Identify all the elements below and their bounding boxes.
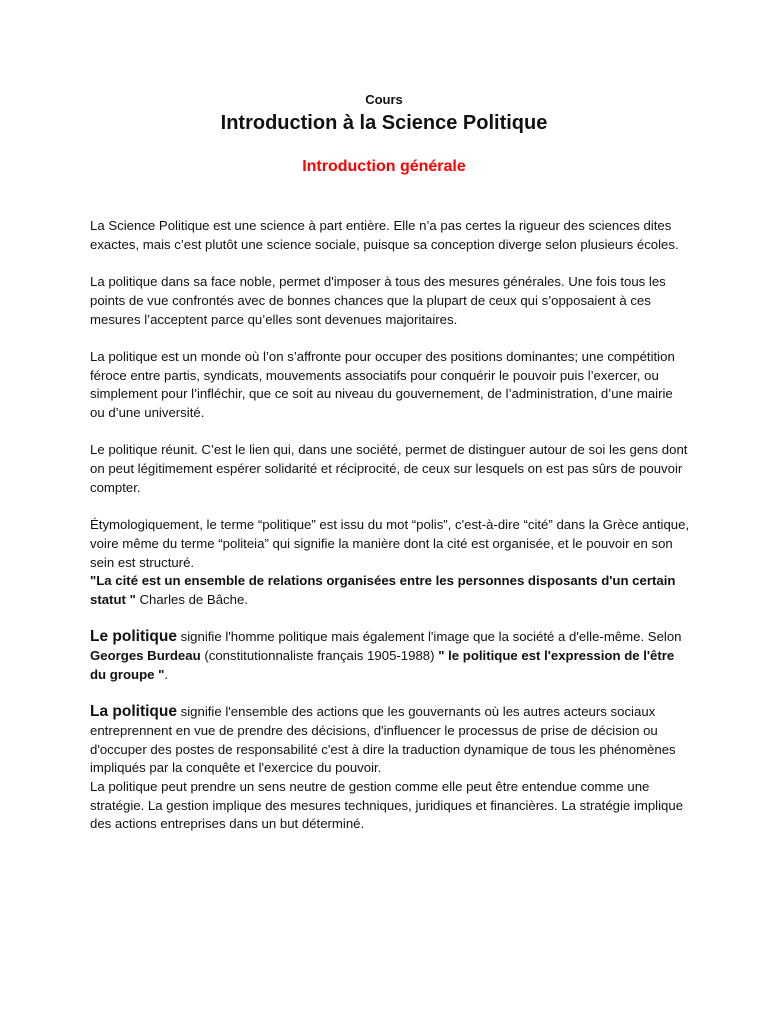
document-body xyxy=(90,217,690,853)
le-politique-text: signifie l'homme politique mais également l'image que la société a d'elle-même. Selon xyxy=(176,629,682,645)
course-label: Cours xyxy=(365,92,403,107)
paragraph-2: La politique dans sa face noble, permet d'imposer à tous des mesures générales. Une fois tous les points de vue confrontés avec de bonnes chances que la plupart de ceux qui s’opposaient à ces mesures l’acceptent parce qu’elles sont devenues majoritaires. xyxy=(90,274,666,327)
author-name: Georges Burdeau xyxy=(90,648,201,664)
le-politique-lead: Le politique xyxy=(90,628,177,646)
section-subtitle: Introduction générale xyxy=(302,158,466,175)
author-detail: (constitutionnaliste français 1905-1988) xyxy=(200,648,439,664)
burdeau-quote: " le politique est l'expression de l'être du groupe " xyxy=(90,648,675,682)
la-politique-lead: La politique xyxy=(90,703,177,721)
paragraph-6 xyxy=(90,628,690,684)
paragraph-3: La politique est un monde où l’on s’affronte pour occuper des positions dominantes; une compétition féroce entre partis, syndicats, mouvements associatifs pour conquérir le pouvoir puis l’exercer, ou simplement pour l’infléchir, que ce soit au niveau du gouvernement, de l’administration, d’une mairie ou d’une université. xyxy=(90,348,675,420)
paragraph-6-end: . xyxy=(164,666,169,682)
paragraph-8: La politique peut prendre un sens neutre de gestion comme elle peut être entendue comme une stratégie. La gestion implique des mesures techniques, juridiques et financières. La stratégie implique des actions entreprises dans un but déterminé. xyxy=(90,779,684,832)
document-title: Introduction à la Science Politique xyxy=(220,112,548,134)
paragraph-1: La Science Politique est une science à part entière. Elle n’a pas certes la rigueur des sciences dites exactes, mais c’est plutôt une science sociale, puisque sa conception diverge selon plusieurs écoles. xyxy=(90,218,679,252)
paragraph-7 xyxy=(90,703,690,778)
la-politique-text: signifie l'ensemble des actions que les gouvernants où les autres acteurs sociaux entreprennent en vue de prendre des décisions, d'influencer le processus de prise de décision ou d'occuper des postes de responsabilité c'est à dire la traduction dynamique de tous les phénomènes impliqués par la conquête et l'exercice du pouvoir. xyxy=(90,704,676,776)
paragraph-5 xyxy=(90,516,690,610)
etymology-text: Étymologiquement, le terme “politique” est issu du mot “polis”, c'est-à-dire “cité” dans la Grèce antique, voire même du terme “politeia” qui signifie la manière dont la cité est organisée, et le pouvoir en son sein est structuré. xyxy=(90,517,690,570)
paragraph-4: Le politique réunit. C’est le lien qui, dans une société, permet de distinguer autour de soi les gens dont on peut légitimement espérer solidarité et réciprocité, de ceux sur lesquels on est pas sûrs de pouvoir compter. xyxy=(90,442,688,495)
cite-quote: "La cité est un ensemble de relations organisées entre les personnes disposants d'un certain statut " xyxy=(90,573,676,607)
quote-author: Charles de Bâche. xyxy=(135,592,248,607)
